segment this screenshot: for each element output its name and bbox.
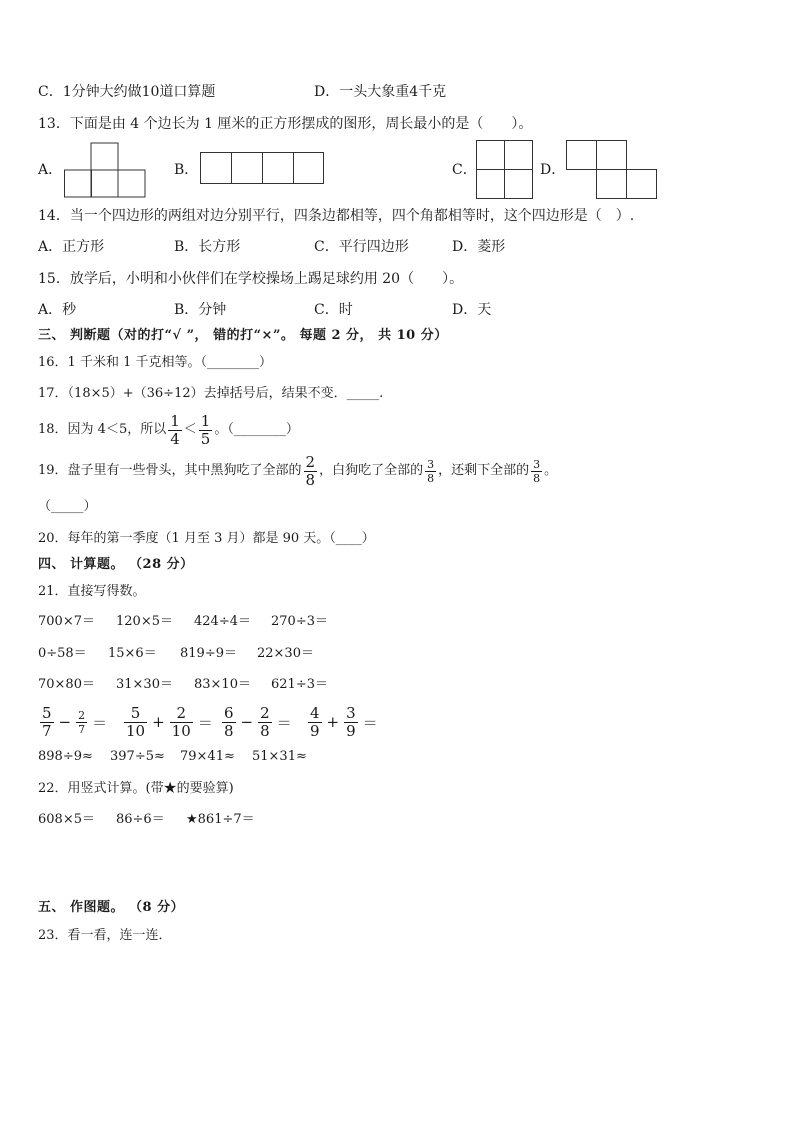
q18-lt: ＜ — [183, 422, 197, 437]
q17-text: 17．（18×5）+（36÷12）去掉括号后，结果不变．_____. — [38, 386, 384, 401]
vertical-calc-item: ★861÷7＝ — [186, 812, 255, 827]
section-5-heading: 五、 作图题。 （8 分） — [38, 900, 185, 915]
q13-figure-b — [200, 152, 325, 185]
q18-fraction-2: $\frac{1}{5}$ — [200, 411, 211, 448]
section-3-heading: 三、 判断题（对的打“√ ”， 错的打“×”。 每题 2 分， 共 10 分） — [38, 328, 448, 343]
calc-item: 700×7＝ — [38, 614, 95, 629]
q19-answer-blank: （_____） — [38, 499, 97, 514]
q13-figures — [0, 140, 794, 202]
q15-option-d: D．天 — [452, 302, 492, 318]
q14-option-c: C．平行四边形 — [314, 239, 409, 255]
q21-stem: 21．直接写得数。 — [38, 584, 146, 599]
q18-row — [38, 410, 299, 450]
q15-option-c: C．时 — [314, 302, 353, 318]
calc-item: 0÷58＝ — [38, 646, 87, 661]
approx-item: 397÷5≈ — [110, 749, 165, 764]
calc-item: 31×30＝ — [116, 677, 173, 692]
q18-pre: 18．因为 4＜5，所以 — [38, 422, 167, 437]
calc-item: 70×80＝ — [38, 677, 95, 692]
calc-item: 15×6＝ — [108, 646, 157, 661]
q13-figure-a — [64, 142, 146, 198]
q13-label-d: D． — [540, 162, 566, 178]
q19-end: 。 — [544, 463, 558, 478]
vertical-calc-item: 86÷6＝ — [116, 812, 165, 827]
fraction-expr-1: $\frac{5}{7}$ − $\frac{2}{7}$ ＝ — [42, 703, 108, 740]
q19-mid1: ，白狗吃了全部的 — [319, 463, 424, 478]
q16-text: 16．1 千米和 1 千克相等。（________） — [38, 355, 272, 370]
calc-item: 424÷4＝ — [194, 614, 251, 629]
calc-item: 22×30＝ — [257, 646, 314, 661]
fraction-expr-2: $\frac{5}{10}$ + $\frac{2}{10}$ ＝ — [126, 703, 213, 740]
calc-item: 270÷3＝ — [271, 614, 328, 629]
q19-fraction-2: $\frac{3}{8}$ — [427, 457, 435, 485]
q15-option-b: B．分钟 — [174, 302, 227, 318]
q19-fraction-1: $\frac{2}{8}$ — [305, 452, 316, 489]
q23-stem: 23．看一看，连一连． — [38, 928, 172, 943]
q13-figure-c — [476, 140, 534, 200]
q13-figure-d — [566, 140, 658, 200]
q19-row — [38, 451, 557, 491]
calc-item: 621÷3＝ — [271, 677, 328, 692]
q20-text: 20．每年的第一季度（1 月至 3 月）都是 90 天。（____） — [38, 531, 375, 546]
q13-label-a: A． — [38, 162, 63, 178]
approx-item: 51×31≈ — [252, 749, 307, 764]
q14-stem: 14．当一个四边形的两组对边分别平行，四条边都相等，四个角都相等时，这个四边形是（ ）. — [38, 208, 635, 224]
q14-option-a: A．正方形 — [38, 239, 105, 255]
section-4-heading: 四、 计算题。 （28 分） — [38, 557, 194, 572]
q14-option-b: B．长方形 — [174, 239, 241, 255]
calc-item: 83×10＝ — [194, 677, 251, 692]
q13-label-c: C． — [452, 162, 477, 178]
approx-item: 898÷9≈ — [38, 749, 93, 764]
fraction-expr-3: $\frac{6}{8}$ − $\frac{2}{8}$ ＝ — [224, 703, 292, 740]
q18-fraction-1: $\frac{1}{4}$ — [170, 411, 180, 448]
q18-post: 。（________） — [214, 422, 299, 437]
vertical-calc-item: 608×5＝ — [38, 812, 95, 827]
approx-item: 79×41≈ — [180, 749, 235, 764]
q19-fraction-3: $\frac{3}{8}$ — [533, 457, 541, 485]
fraction-expr-4: $\frac{4}{9}$ + $\frac{3}{9}$ ＝ — [310, 703, 378, 740]
calc-item: 120×5＝ — [116, 614, 173, 629]
q19-pre: 19．盘子里有一些骨头，其中黑狗吃了全部的 — [38, 463, 302, 478]
q22-stem: 22．用竖式计算。(带★的要验算) — [38, 781, 234, 796]
q15-stem: 15．放学后，小明和小伙伴们在学校操场上踢足球约用 20（ ）。 — [38, 271, 464, 287]
q13-stem: 13．下面是由 4 个边长为 1 厘米的正方形摆成的图形，周长最小的是（ ）。 — [38, 116, 533, 132]
q15-option-a: A．秒 — [38, 302, 77, 318]
q12-option-d: D．一头大象重4千克 — [314, 84, 447, 100]
q13-label-b: B． — [174, 162, 199, 178]
q19-mid2: ，还剩下全部的 — [438, 463, 530, 478]
q12-option-c: C．1分钟大约做10道口算题 — [38, 84, 216, 100]
q14-option-d: D．菱形 — [452, 239, 506, 255]
calc-item: 819÷9＝ — [180, 646, 237, 661]
